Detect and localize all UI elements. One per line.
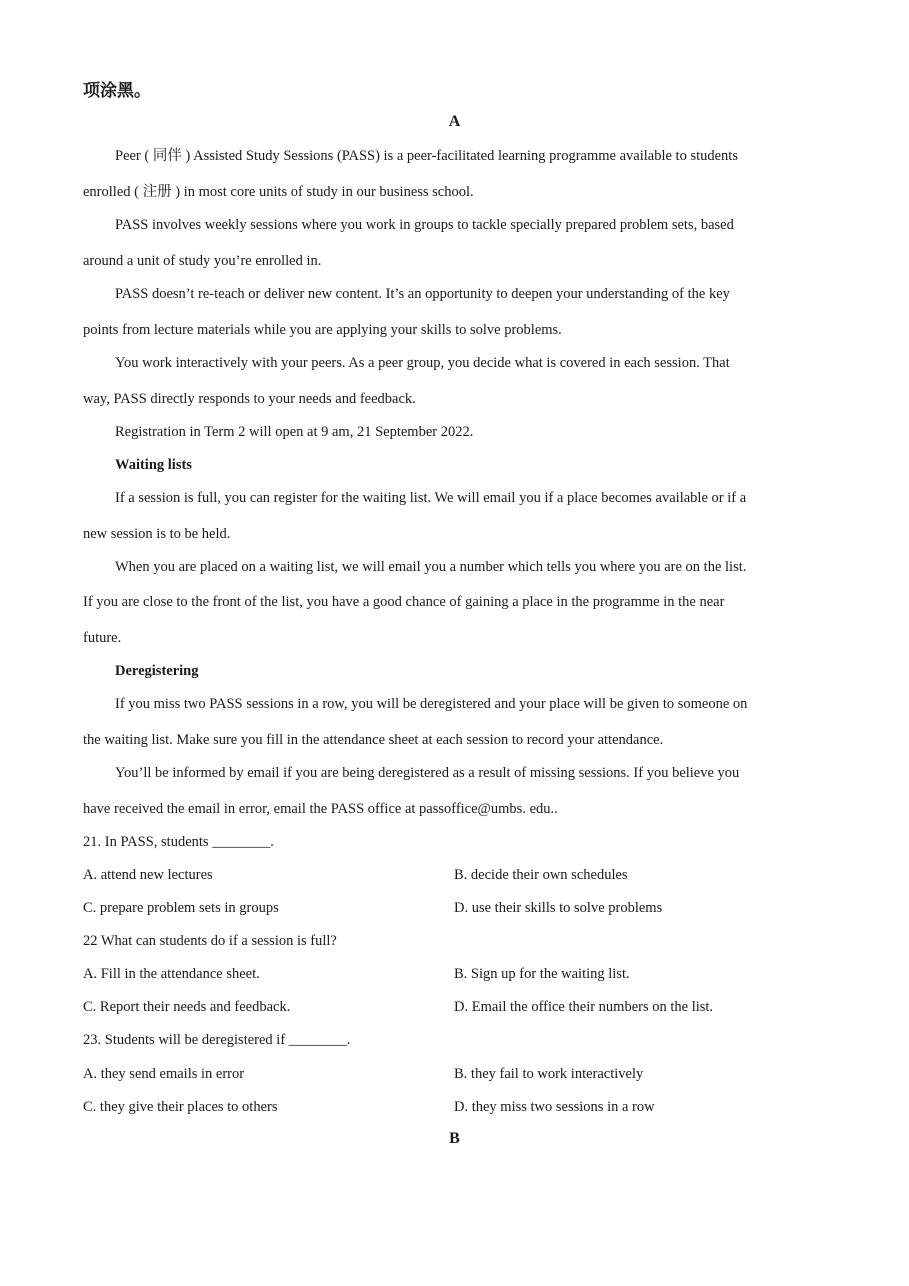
section-b-label: B: [449, 1130, 460, 1147]
question-21-option-c: C. prepare problem sets in groups: [83, 900, 279, 916]
passage-p1-line1: Peer ( 同伴 ) Assisted Study Sessions (PASS) is a peer-facilitated learning programme available to students: [115, 148, 738, 164]
question-23-option-a: A. they send emails in error: [83, 1066, 245, 1082]
passage-p8-line2: the waiting list. Make sure you fill in the attendance sheet at each session to record your attendance.: [83, 732, 664, 748]
question-23-stem: 23. Students will be deregistered if ________.: [83, 1032, 351, 1048]
passage-p9-line2: have received the email in error, email the PASS office at passoffice@umbs. edu..: [83, 801, 558, 817]
passage-p6-line1: If a session is full, you can register for the waiting list. We will email you if a place becomes available or if a: [115, 490, 747, 506]
question-23-option-c: C. they give their places to others: [83, 1099, 278, 1115]
passage-p2-line1: PASS involves weekly sessions where you work in groups to tackle specially prepared problem sets, based: [115, 217, 734, 233]
section-a-label: A: [448, 113, 461, 130]
passage-p7-line3: future.: [83, 630, 122, 646]
question-21-option-d: D. use their skills to solve problems: [454, 900, 663, 916]
passage-p7-line1: When you are placed on a waiting list, we will email you a number which tells you where you are on the list.: [115, 559, 747, 575]
passage-p6-line2: new session is to be held.: [83, 526, 231, 542]
question-21-stem: 21. In PASS, students ________.: [83, 834, 274, 850]
subheading-deregistering: Deregistering: [115, 663, 199, 679]
question-21-option-a: A. attend new lectures: [83, 867, 213, 883]
instruction-heading: 项涂黑。: [83, 81, 151, 101]
passage-p7-line2: If you are close to the front of the list, you have a good chance of gaining a place in the programme in the near: [83, 594, 725, 610]
passage-p4-line2: way, PASS directly responds to your needs and feedback.: [83, 391, 416, 407]
question-21-option-b: B. decide their own schedules: [454, 867, 628, 883]
passage-p8-line1: If you miss two PASS sessions in a row, you will be deregistered and your place will be given to someone on: [115, 696, 748, 712]
passage-p2-line2: around a unit of study you’re enrolled in.: [83, 253, 322, 269]
question-22-option-d: D. Email the office their numbers on the list.: [454, 999, 714, 1015]
question-22-option-c: C. Report their needs and feedback.: [83, 999, 291, 1015]
question-23-option-d: D. they miss two sessions in a row: [454, 1099, 655, 1115]
subheading-waiting-lists: Waiting lists: [115, 457, 192, 473]
passage-p4-line1: You work interactively with your peers. As a peer group, you decide what is covered in each session. That: [115, 355, 730, 371]
question-22-option-a: A. Fill in the attendance sheet.: [83, 966, 260, 982]
passage-p3-line2: points from lecture materials while you are applying your skills to solve problems.: [83, 322, 562, 338]
passage-p9-line1: You’ll be informed by email if you are being deregistered as a result of missing sessions. If you believe you: [115, 765, 740, 781]
question-23-option-b: B. they fail to work interactively: [454, 1066, 644, 1082]
passage-p3-line1: PASS doesn’t re-teach or deliver new content. It’s an opportunity to deepen your understanding of the key: [115, 286, 730, 302]
question-22-stem: 22 What can students do if a session is full?: [83, 933, 337, 949]
passage-p1-line2: enrolled ( 注册 ) in most core units of study in our business school.: [83, 184, 474, 200]
passage-p5: Registration in Term 2 will open at 9 am, 21 September 2022.: [115, 424, 474, 440]
question-22-option-b: B. Sign up for the waiting list.: [454, 966, 630, 982]
